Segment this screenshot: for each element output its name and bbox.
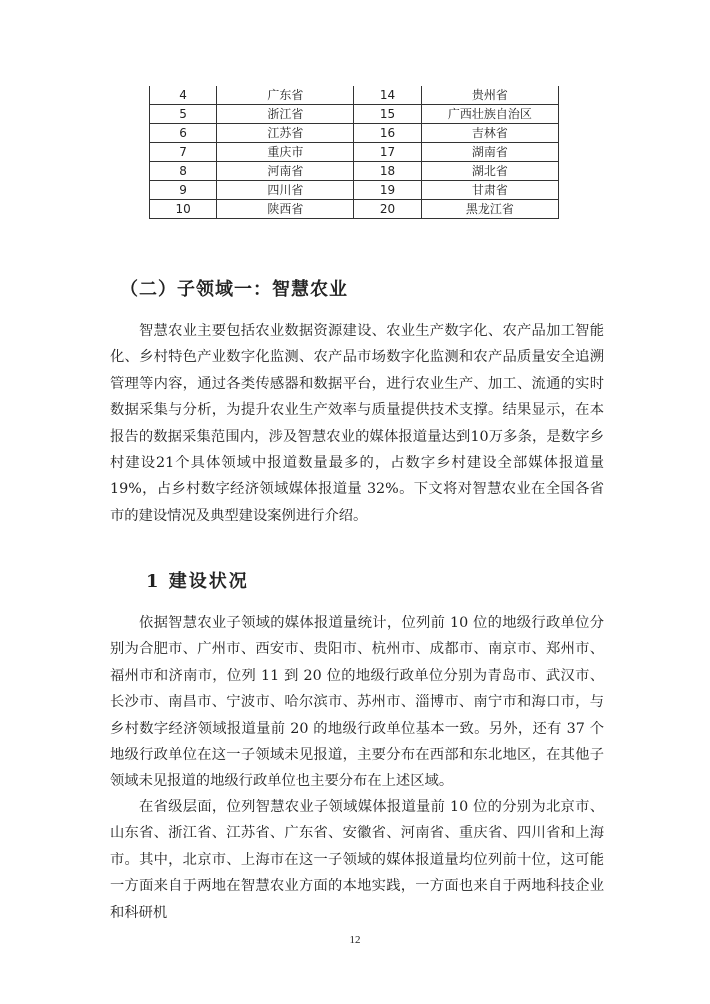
table-cell-rank: 15 [354, 105, 421, 124]
body-paragraph-1: 依据智慧农业子领域的媒体报道量统计，位列前 10 位的地级行政单位分别为合肥市、广州市、西安市、贵阳市、杭州市、成都市、南京市、郑州市、福州市和济南市，位列 11 到 20 位的地级行政单位分别为青岛市、武汉市、长沙市、南昌市、宁波市、哈尔滨市、苏州市、淄博市、南宁市和海口市，与乡村数字经济领域报道量前 20 的地级行政单位基本一致。另外，还有 37 个地级行政单位在这一子领域未见报道，主要分布在西部和东北地区，在其他子领域未见报道的地级行政单位也主要分布在上述区域。 [110, 615, 604, 790]
table-cell-province: 江苏省 [217, 124, 354, 143]
table-cell-rank: 17 [354, 143, 421, 162]
table-cell-rank: 19 [354, 181, 421, 200]
section-heading: （二）子领域一：智慧农业 [120, 279, 348, 300]
section-intro-paragraph: 智慧农业主要包括农业数据资源建设、农业生产数字化、农产品加工智能化、乡村特色产业数字化监测、农产品市场数字化监测和农产品质量安全追溯管理等内容，通过各类传感器和数据平台，进行农业生产、加工、流通的实时数据采集与分析，为提升农业生产效率与质量提供技术支撑。结果显示，在本报告的数据采集范围内，涉及智慧农业的媒体报道量达到10万多条，是数字乡村建设21个具体领域中报道数量最多的，占数字乡村建设全部媒体报道量 19%，占乡村数字经济领域媒体报道量 32%。下文将对智慧农业在全国各省市的建设情况及典型建设案例进行介绍。 [110, 323, 604, 524]
table-row [150, 200, 559, 219]
table-row [150, 162, 559, 181]
table-cell-province: 贵州省 [421, 86, 558, 105]
table-cell-rank: 8 [150, 162, 217, 181]
table-cell-rank: 6 [150, 124, 217, 143]
table-cell-rank: 7 [150, 143, 217, 162]
page-number: 12 [349, 934, 361, 946]
table-cell-rank: 9 [150, 181, 217, 200]
subsection-heading: 1 建设状况 [146, 571, 249, 592]
table-cell-rank: 5 [150, 105, 217, 124]
ranking-table-body [150, 86, 559, 219]
table-cell-province: 黑龙江省 [421, 200, 558, 219]
table-cell-province: 四川省 [217, 181, 354, 200]
table-row [150, 143, 559, 162]
table-cell-province: 重庆市 [217, 143, 354, 162]
table-cell-rank: 18 [354, 162, 421, 181]
body-paragraph-2: 在省级层面，位列智慧农业子领域媒体报道量前 10 位的分别为北京市、山东省、浙江省、江苏省、广东省、安徽省、河南省、重庆省、四川省和上海市。其中，北京市、上海市在这一子领域的媒体报道量均位列前十位，这可能一方面来自于两地在智慧农业方面的本地实践，一方面也来自于两地科技企业和科研机 [110, 799, 604, 921]
table-cell-rank: 10 [150, 200, 217, 219]
table-row [150, 124, 559, 143]
table-cell-province: 湖南省 [421, 143, 558, 162]
table-row [150, 105, 559, 124]
table-row [150, 181, 559, 200]
table-cell-province: 浙江省 [217, 105, 354, 124]
table-cell-province: 甘肃省 [421, 181, 558, 200]
ranking-table [149, 86, 559, 219]
table-cell-province: 湖北省 [421, 162, 558, 181]
table-cell-rank: 16 [354, 124, 421, 143]
table-cell-province: 吉林省 [421, 124, 558, 143]
table-cell-province: 广东省 [217, 86, 354, 105]
table-cell-rank: 20 [354, 200, 421, 219]
table-cell-province: 河南省 [217, 162, 354, 181]
table-cell-province: 广西壮族自治区 [421, 105, 558, 124]
table-row [150, 86, 559, 105]
table-cell-rank: 4 [150, 86, 217, 105]
table-cell-rank: 14 [354, 86, 421, 105]
table-cell-province: 陕西省 [217, 200, 354, 219]
